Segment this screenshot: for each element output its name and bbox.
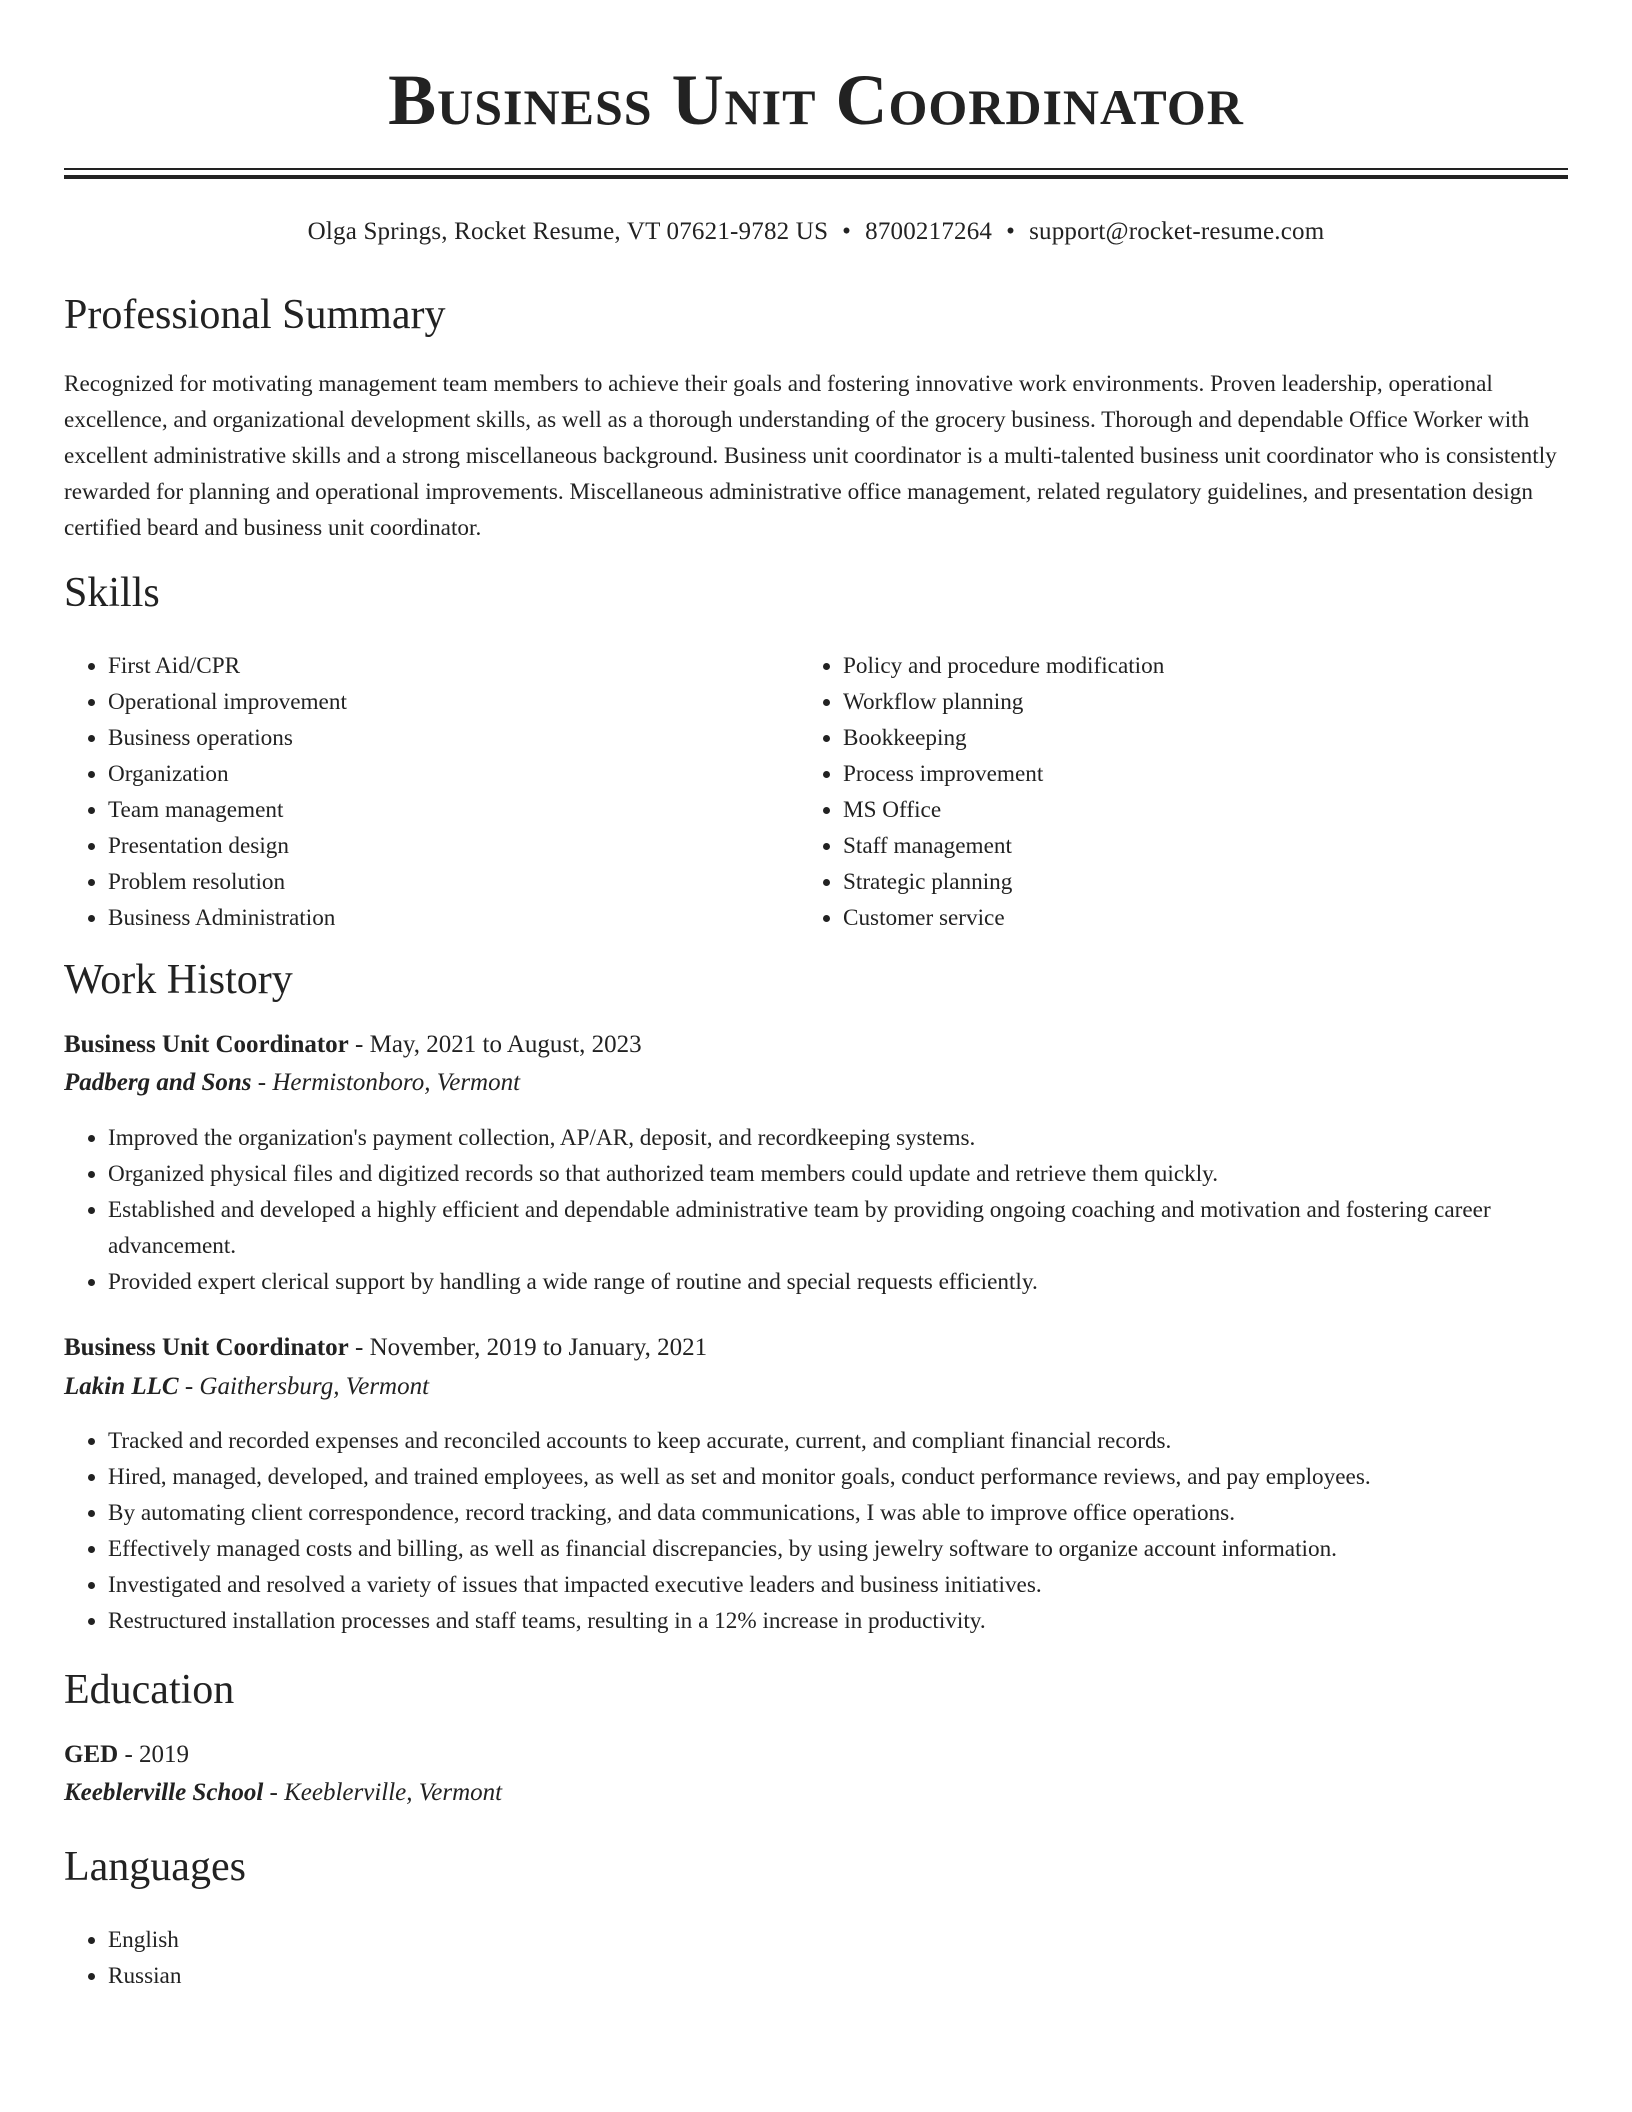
- job-bullet: • Established and developed a highly efficient and dependable administrative team by providing ongoing coaching and motivation and fostering career advancement.: [108, 1192, 1568, 1264]
- skills-column-right: [799, 648, 1539, 936]
- languages-heading: Languages: [64, 1844, 246, 1890]
- job-company-line: [64, 1369, 1568, 1405]
- job-bullet: • Investigated and resolved a variety of issues that impacted executive leaders and business initiatives.: [108, 1567, 1568, 1603]
- job-bullet: • Organized physical files and digitized records so that authorized team members could update and retrieve them quickly.: [108, 1156, 1568, 1192]
- job-dates: - November, 2019 to January, 2021: [348, 1334, 708, 1361]
- summary-text: Recognized for motivating management team members to achieve their goals and fostering innovative work environments. Proven leadership, operational excellence, and organizational development skills, as well as a thorough understanding of the grocery business. Thorough and dependable Office Worker with excellent administrative skills and a strong miscellaneous background. Business unit coordinator is a multi-talented business unit coordinator who is consistently rewarded for planning and operational improvements. Miscellaneous administrative office management, related regulatory guidelines, and presentation design certified beard and business unit coordinator.: [64, 371, 1557, 541]
- skill-item: • First Aid/CPR: [108, 648, 804, 684]
- skill-item: • Bookkeeping: [843, 720, 1539, 756]
- resume-page: [64, 0, 1568, 1989]
- job-title-line: [64, 1330, 1568, 1366]
- skill-item: • Business Administration: [108, 900, 804, 936]
- skill-item: • Business operations: [108, 720, 804, 756]
- job-bullet: • Restructured installation processes and staff teams, resulting in a 12% increase in productivity.: [108, 1603, 1568, 1639]
- education-location: - Keeblerville, Vermont: [263, 1779, 503, 1806]
- skill-item: • Staff management: [843, 828, 1539, 864]
- languages-list: [64, 1922, 1568, 1994]
- contact-phone: 8700217264: [865, 218, 993, 245]
- contact-separator: •: [842, 218, 852, 245]
- job-location: - Hermistonboro, Vermont: [251, 1069, 521, 1096]
- title-rule-thick: [64, 175, 1568, 179]
- contact-line: [64, 214, 1568, 250]
- job-title: Business Unit Coordinator: [64, 1334, 349, 1361]
- job-location: - Gaithersburg, Vermont: [178, 1373, 430, 1400]
- skill-item: • Policy and procedure modification: [843, 648, 1539, 684]
- education-degree-line: [64, 1737, 1568, 1773]
- skill-item: • Strategic planning: [843, 864, 1539, 900]
- contact-address: Olga Springs, Rocket Resume, VT 07621-9782 US: [307, 218, 829, 245]
- job-company-line: [64, 1065, 1568, 1101]
- skill-item: • Team management: [108, 792, 804, 828]
- skill-item: • Organization: [108, 756, 804, 792]
- skill-item: • Customer service: [843, 900, 1539, 936]
- job-bullet: • Improved the organization's payment collection, AP/AR, deposit, and recordkeeping systems.: [108, 1120, 1568, 1156]
- resume-title: Business Unit Coordinator: [388, 60, 1244, 140]
- job-bullet: • Effectively managed costs and billing, as well as financial discrepancies, by using jewelry software to organize account information.: [108, 1531, 1568, 1567]
- job-title: Business Unit Coordinator: [64, 1031, 349, 1058]
- job-company: Lakin LLC: [64, 1373, 179, 1400]
- education-school-line: [64, 1775, 1568, 1811]
- job-bullet: • Tracked and recorded expenses and reconciled accounts to keep accurate, current, and compliant financial records.: [108, 1423, 1568, 1459]
- job-bullets: [64, 1120, 1568, 1300]
- skill-item: • Workflow planning: [843, 684, 1539, 720]
- title-rule-thin: [64, 168, 1568, 170]
- job-bullet: • Provided expert clerical support by handling a wide range of routine and special requests efficiently.: [108, 1264, 1568, 1300]
- skill-item: • Operational improvement: [108, 684, 804, 720]
- job-bullet: • Hired, managed, developed, and trained employees, as well as set and monitor goals, conduct performance reviews, and pay employees.: [108, 1459, 1568, 1495]
- job-company: Padberg and Sons: [64, 1069, 252, 1096]
- education-year: - 2019: [118, 1741, 190, 1768]
- skills-list-right: [799, 648, 1539, 936]
- job-bullet: • By automating client correspondence, record tracking, and data communications, I was able to improve office operations.: [108, 1495, 1568, 1531]
- language-item: • English: [108, 1922, 1568, 1958]
- language-item: • Russian: [108, 1958, 1568, 1994]
- skills-list-left: [64, 648, 804, 936]
- skill-item: • Process improvement: [843, 756, 1539, 792]
- education-degree: GED: [64, 1741, 119, 1768]
- skill-item: • Presentation design: [108, 828, 804, 864]
- skill-item: • Problem resolution: [108, 864, 804, 900]
- education-heading: Education: [64, 1667, 235, 1713]
- job-dates: - May, 2021 to August, 2023: [348, 1031, 642, 1058]
- job-bullets-block: [64, 1423, 1568, 1639]
- work-history-heading: Work History: [64, 957, 293, 1003]
- education-school: Keeblerville School: [64, 1779, 264, 1806]
- skills-heading: Skills: [64, 570, 160, 616]
- contact-separator: •: [1006, 218, 1016, 245]
- skill-item: • MS Office: [843, 792, 1539, 828]
- skills-column-left: [64, 648, 804, 936]
- contact-email: support@rocket-resume.com: [1029, 218, 1325, 245]
- job-title-line: [64, 1027, 1568, 1063]
- job-bullets-block: [64, 1120, 1568, 1300]
- job-bullets: [64, 1423, 1568, 1639]
- languages-block: [64, 1922, 1568, 1994]
- summary-heading: Professional Summary: [64, 292, 446, 338]
